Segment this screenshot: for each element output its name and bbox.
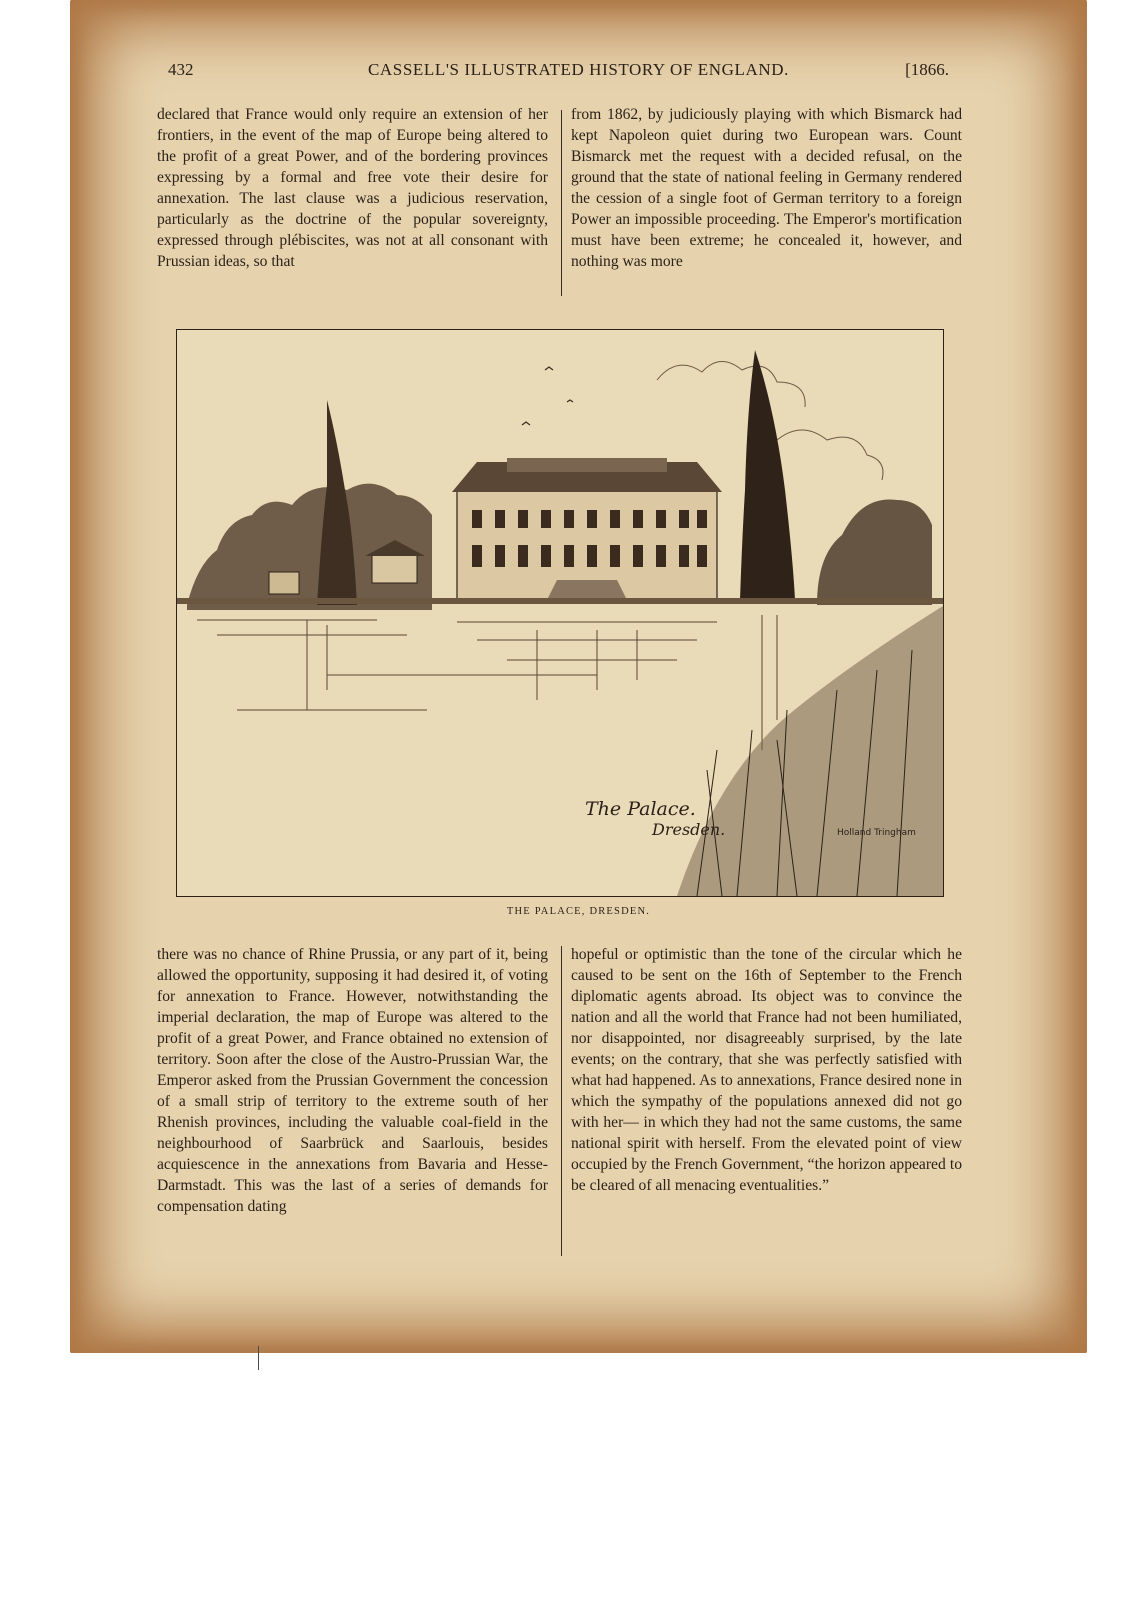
pavilion (372, 555, 417, 583)
figure-caption: THE PALACE, DRESDEN. (506, 906, 651, 917)
shoreline (177, 598, 943, 604)
text-column-left-top (157, 104, 548, 272)
boathouse (269, 572, 299, 594)
column-divider (561, 946, 562, 1256)
inscription-title: The Palace. (585, 798, 696, 820)
artist-signature: Holland Tringham (837, 828, 916, 838)
book-page (70, 0, 1087, 1353)
cloud-sketch (657, 361, 805, 407)
running-title: CASSELL'S ILLUSTRATED HISTORY OF ENGLAND. (367, 60, 790, 79)
header-year: [1866. (905, 60, 949, 79)
text-column-right-bottom (571, 944, 962, 1196)
paragraph: declared that France would only require an extension of her frontiers, in the event of the map of Europe being altered to the profit of a great Power, and of the bordering provinces expressing by a formal and free vote their desire for annexation. The last clause was a judicious reservation, particularly as the doctrine of the popular sovereignty, expressed through plébiscites, was not at all consonant with Prussian ideas, so that (157, 106, 548, 270)
column-divider (561, 110, 562, 296)
cloud-sketch (777, 430, 883, 480)
paragraph: hopeful or optimistic than the tone of the circular which he caused to be sent on the 16th of September to the French diplomatic agents abroad. Its object was to convince the nation and all the world that France had not been humiliated, nor disappointed, nor disagreeably surprised, by the late events; on the contrary, that she was perfectly satisfied with what had happened. As to annexations, France desired none in which the sympathy of the populations annexed did not go with her— in which they had not the same customs, the same national spirit with herself. From the elevated point of view occupied by the French Government, “the horizon appeared to be cleared of all menacing eventualities.” (571, 946, 962, 1194)
water-reflections (197, 615, 777, 750)
paragraph: from 1862, by judiciously playing with which Bismarck had kept Napoleon quiet during two European wars. Count Bismarck met the request with a decided refusal, on the ground that the state of national feeling in Germany rendered the cession of a single foot of German territory to a foreign Power an impossible proceeding. The Emperor's mortification must have been extreme; he concealed it, however, and nothing was more (571, 106, 962, 270)
page-number: 432 (168, 60, 194, 79)
text-column-left-bottom (157, 944, 548, 1217)
palace (452, 458, 722, 600)
palace-engraving (177, 330, 943, 896)
engraving-illustration (176, 329, 944, 897)
page-header (70, 60, 1087, 90)
scan-artifact-line (258, 1346, 259, 1370)
right-trees (817, 499, 932, 605)
poplar-tree-right (740, 350, 795, 600)
paragraph: there was no chance of Rhine Prussia, or any part of it, being allowed the opportunity, supposing it had desired it, of voting for annexation to France. However, notwithstanding the imperial declaration, the map of Europe was altered to the profit of a great Power, and France obtained no extension of territory. Soon after the close of the Austro-Prussian War, the Emperor asked from the Prussian Government the concession of a small strip of territory to the extreme south of her Rhenish provinces, including the valuable coal-field in the neighbourhood of Saarbrück and Saarlouis, besides acquiescence in the annexations from Bavaria and Hesse-Darmstadt. This was the last of a series of demands for compensation dating (157, 946, 548, 1215)
inscription-place: Dresden. (652, 820, 726, 839)
text-column-right-top (571, 104, 962, 272)
